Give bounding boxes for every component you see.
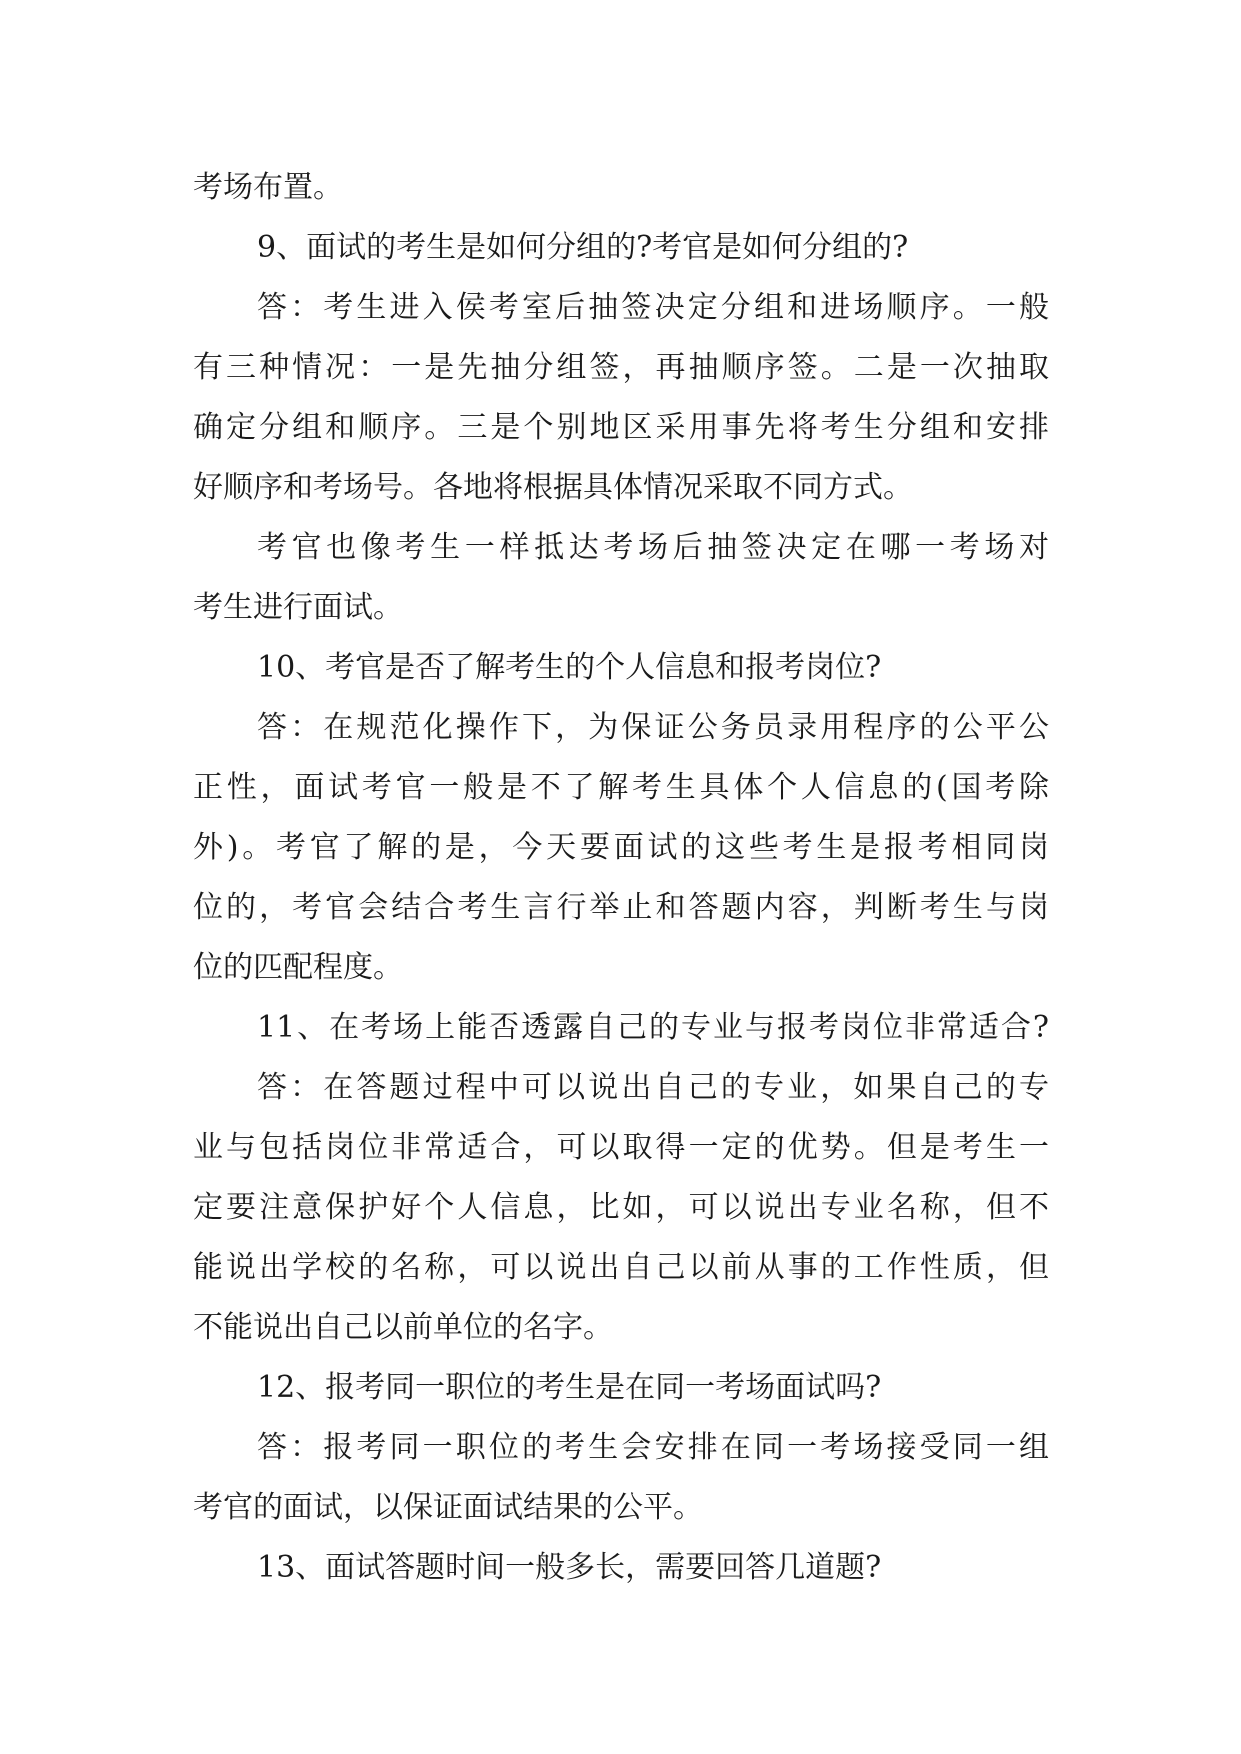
- text-line: 有三种情况：一是先抽分组签，再抽顺序签。二是一次抽取: [193, 350, 1049, 385]
- question-line: 9、面试的考生是如何分组的?考官是如何分组的?: [257, 230, 909, 265]
- text-line: 业与包括岗位非常适合，可以取得一定的优势。但是考生一: [193, 1130, 1049, 1165]
- question-line: 13、面试答题时间一般多长，需要回答几道题?: [257, 1550, 882, 1585]
- answer-line: 答：在规范化操作下，为保证公务员录用程序的公平公: [257, 710, 1049, 745]
- text-line: 确定分组和顺序。三是个别地区采用事先将考生分组和安排: [193, 410, 1049, 445]
- question-line: 10、考官是否了解考生的个人信息和报考岗位?: [257, 650, 882, 685]
- text-line: 考场布置。: [193, 170, 343, 205]
- question-line: 11、在考场上能否透露自己的专业与报考岗位非常适合?: [257, 1010, 1049, 1045]
- text-line: 定要注意保护好个人信息，比如，可以说出专业名称，但不: [193, 1190, 1049, 1225]
- text-line: 考生进行面试。: [193, 590, 403, 625]
- question-line: 12、报考同一职位的考生是在同一考场面试吗?: [257, 1370, 882, 1405]
- text-line: 好顺序和考场号。各地将根据具体情况采取不同方式。: [193, 470, 913, 505]
- text-line: 考官的面试，以保证面试结果的公平。: [193, 1490, 703, 1525]
- text-line: 不能说出自己以前单位的名字。: [193, 1310, 613, 1345]
- answer-line: 答：在答题过程中可以说出自己的专业，如果自己的专: [257, 1070, 1049, 1105]
- text-line: 考官也像考生一样抵达考场后抽签决定在哪一考场对: [257, 530, 1049, 565]
- text-line: 能说出学校的名称，可以说出自己以前从事的工作性质，但: [193, 1250, 1049, 1285]
- answer-line: 答：报考同一职位的考生会安排在同一考场接受同一组: [257, 1430, 1049, 1465]
- answer-line: 答：考生进入侯考室后抽签决定分组和进场顺序。一般: [257, 290, 1049, 325]
- text-line: 外)。考官了解的是，今天要面试的这些考生是报考相同岗: [193, 830, 1049, 865]
- text-line: 正性，面试考官一般是不了解考生具体个人信息的(国考除: [193, 770, 1049, 805]
- text-line: 位的匹配程度。: [193, 950, 403, 985]
- document-page: [193, 158, 1049, 1598]
- text-line: 位的，考官会结合考生言行举止和答题内容，判断考生与岗: [193, 890, 1049, 925]
